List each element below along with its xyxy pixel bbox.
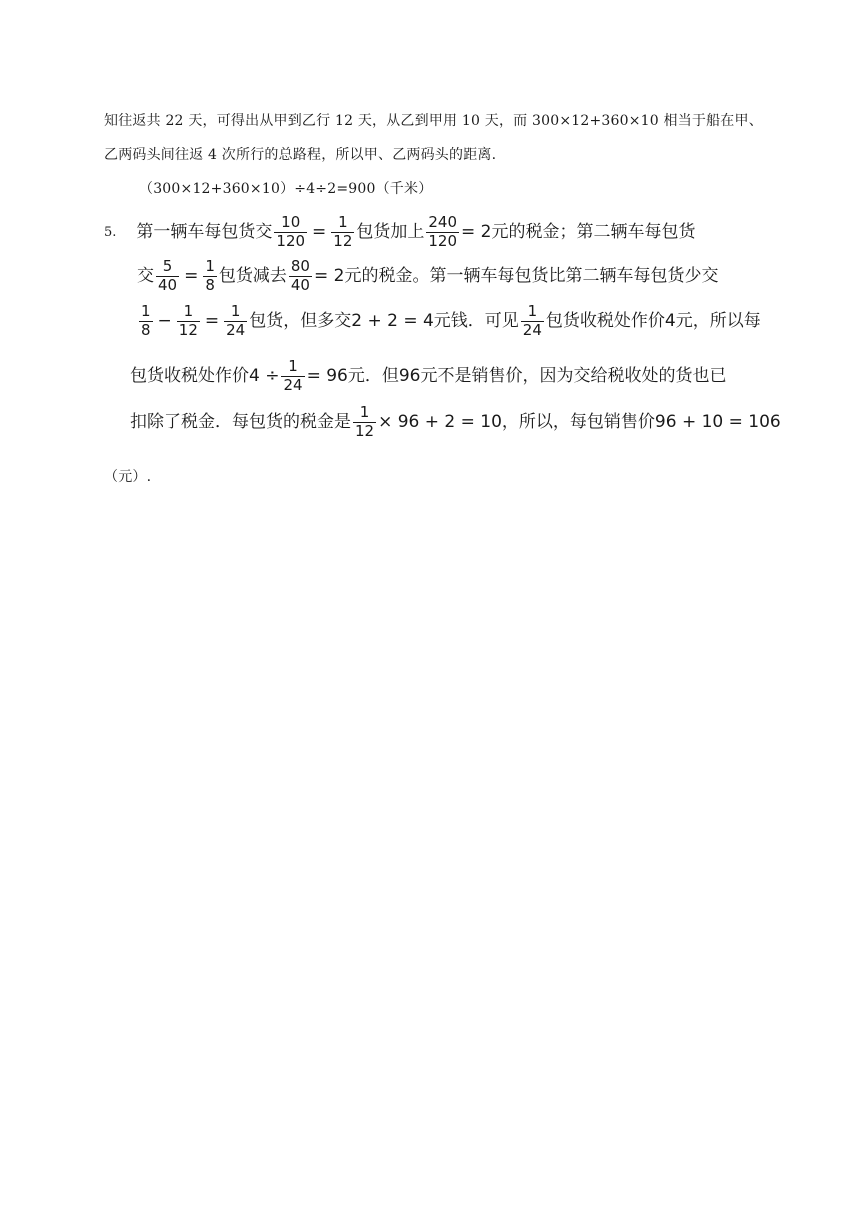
fraction-numerator: 1 xyxy=(288,356,298,375)
fraction-numerator: 1 xyxy=(183,301,194,320)
q5-r4-text-b: = 96元．但96元不是销售价，因为交给税收处的货也已 xyxy=(306,365,727,386)
q5-r3-text-a: 包货，但多交2 + 2 = 4元钱．可见 xyxy=(249,310,519,331)
equals-sign: = xyxy=(312,221,327,242)
text-line-2: 乙两码头间往返 4 次所行的总路程，所以甲、乙两码头的距离. xyxy=(104,147,497,163)
fraction-numerator: 1 xyxy=(230,301,241,320)
q5-r5-text-b: × 96 + 2 = 10，所以，每包销售价96 + 10 = 106 xyxy=(378,411,781,432)
fraction-denominator: 12 xyxy=(333,231,353,250)
q5-r3-text-b: 包货收税处作价4元，所以每 xyxy=(545,310,761,331)
fraction-1-8 xyxy=(139,301,153,339)
fraction-1-24 xyxy=(224,301,247,339)
q5-r1-text-a: 第一辆车每包货交 xyxy=(136,221,273,242)
fraction-denominator: 120 xyxy=(276,231,306,250)
fraction-240-120 xyxy=(426,212,459,250)
q5-r1-text-c: = 2元的税金；第二辆车每包货 xyxy=(461,221,696,242)
fraction-numerator: 5 xyxy=(162,256,173,275)
q5-r5-text-a: 扣除了税金．每包货的税金是 xyxy=(130,411,351,432)
q5-row-5 xyxy=(130,402,781,442)
fraction-denominator: 12 xyxy=(178,320,198,339)
q5-row-2 xyxy=(137,256,718,296)
q5-row-4 xyxy=(130,356,726,396)
unit-ending: （元）. xyxy=(104,469,152,485)
fraction-1-24 xyxy=(521,301,544,339)
equals-sign: = xyxy=(204,310,220,331)
q5-r4-text-a: 包货收税处作价4 ÷ xyxy=(130,365,280,386)
q5-r2-text-a: 交 xyxy=(137,265,154,286)
fraction-denominator: 24 xyxy=(522,320,542,339)
fraction-numerator: 80 xyxy=(290,256,310,275)
fraction-numerator: 10 xyxy=(281,212,301,231)
fraction-1-12 xyxy=(331,212,354,250)
fraction-denominator: 24 xyxy=(226,320,246,339)
fraction-1-24 xyxy=(281,356,304,394)
minus-sign: − xyxy=(157,310,172,331)
fraction-10-120 xyxy=(274,212,307,250)
q5-row-3 xyxy=(137,301,761,341)
fraction-denominator: 24 xyxy=(283,375,303,394)
calculation-line: （300×12+360×10）÷4÷2=900（千米） xyxy=(139,181,433,197)
fraction-numerator: 1 xyxy=(359,402,370,421)
question-number: 5. xyxy=(104,224,117,240)
fraction-numerator: 1 xyxy=(338,212,348,231)
fraction-denominator: 8 xyxy=(141,320,151,339)
fraction-numerator: 1 xyxy=(141,301,151,320)
fraction-numerator: 1 xyxy=(205,256,215,275)
fraction-1-8 xyxy=(203,256,217,294)
equals-sign: = xyxy=(184,265,199,286)
text-line-1: 知往返共 22 天，可得出从甲到乙行 12 天，从乙到甲用 10 天，而 300×12+360×10 相当于船在甲、 xyxy=(104,113,763,129)
fraction-80-40 xyxy=(289,256,312,294)
fraction-5-40 xyxy=(156,256,179,294)
fraction-numerator: 1 xyxy=(527,301,538,320)
fraction-denominator: 40 xyxy=(290,275,310,294)
fraction-1-12 xyxy=(353,402,376,440)
q5-r2-text-c: = 2元的税金。第一辆车每包货比第二辆车每包货少交 xyxy=(313,265,719,286)
fraction-1-12 xyxy=(177,301,200,339)
fraction-numerator: 240 xyxy=(428,212,458,231)
fraction-denominator: 120 xyxy=(428,231,458,250)
fraction-denominator: 12 xyxy=(355,421,375,440)
fraction-denominator: 8 xyxy=(205,275,215,294)
q5-row-1 xyxy=(104,212,696,252)
fraction-denominator: 40 xyxy=(158,275,178,294)
q5-r2-text-b: 包货减去 xyxy=(218,265,287,286)
q5-r1-text-b: 包货加上 xyxy=(356,221,425,242)
